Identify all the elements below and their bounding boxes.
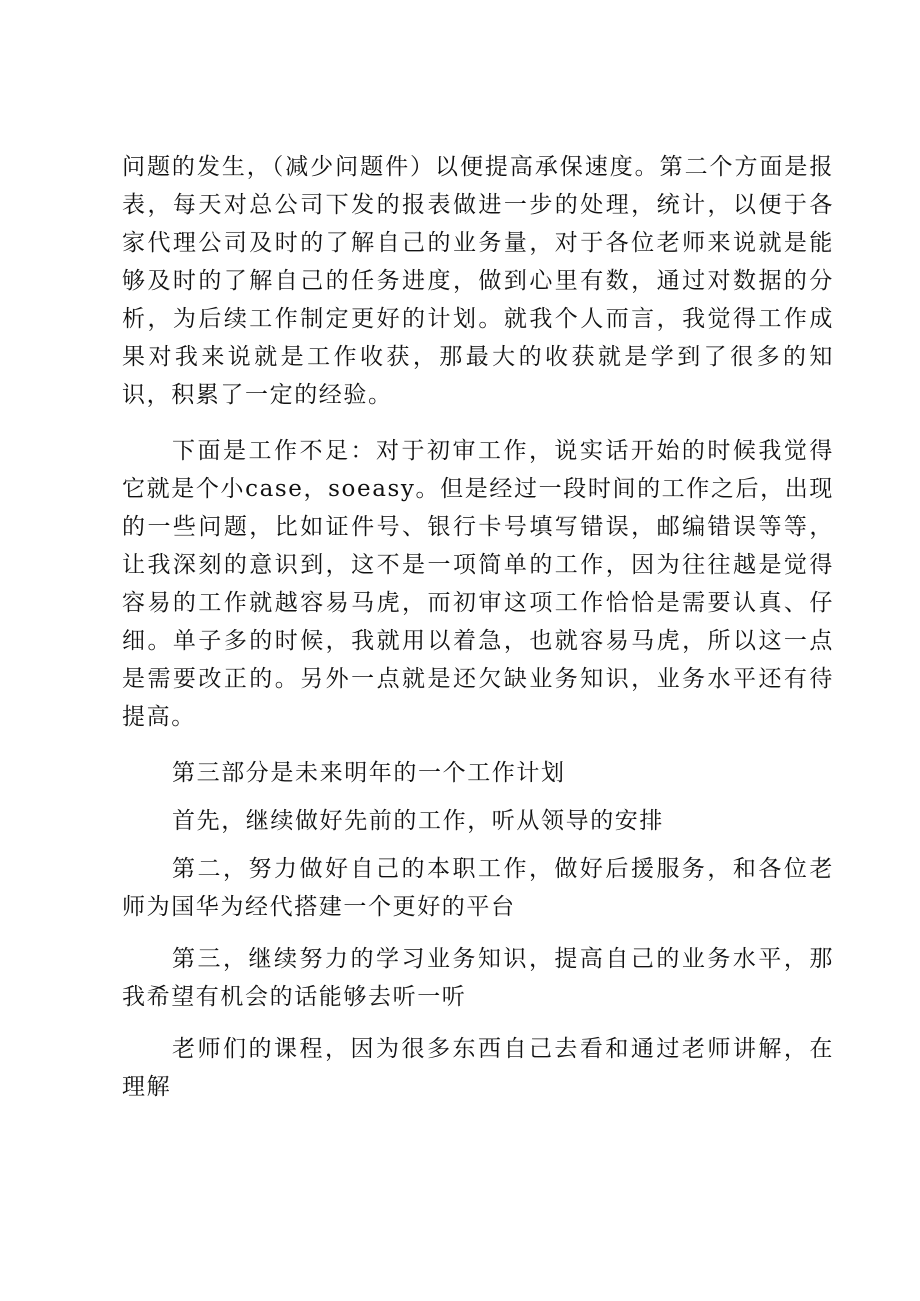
document-body [122, 148, 834, 1124]
paragraph-teacher-courses: 老师们的课程，因为很多东西自己去看和通过老师讲解，在理解 [122, 1036, 834, 1100]
paragraph-plan-first: 首先，继续做好先前的工作，听从领导的安排 [172, 808, 664, 834]
paragraph-work-results: 问题的发生，（减少问题件）以便提高承保速度。第二个方面是报表，每天对总公司下发的报表做进一步的处理，统计，以便于各家代理公司及时的了解自己的业务量，对于各位老师来说就是能够及时的了解自己的任务进度，做到心里有数，通过对数据的分析，为后续工作制定更好的计划。就我个人而言，我觉得工作成果对我来说就是工作收获，那最大的收获就是学到了很多的知识，积累了一定的经验。 [122, 154, 834, 408]
paragraph-work-shortcomings: 下面是工作不足：对于初审工作，说实话开始的时候我觉得它就是个小case，soeasy。但是经过一段时间的工作之后，出现的一些问题，比如证件号、银行卡号填写错误，邮编错误等等，让我深刻的意识到，这不是一项简单的工作，因为往往越是觉得容易的工作就越容易马虎，而初审这项工作恰恰是需要认真、仔细。单子多的时候，我就用以着急，也就容易马虎，所以这一点是需要改正的。另外一点就是还欠缺业务知识，业务水平还有待提高。 [122, 438, 834, 730]
paragraph-plan-second: 第二，努力做好自己的本职工作，做好后援服务，和各位老师为国华为经代搭建一个更好的平台 [122, 856, 834, 920]
paragraph-plan-third: 第三，继续努力的学习业务知识，提高自己的业务水平，那我希望有机会的话能够去听一听 [122, 946, 834, 1010]
paragraph-plan-heading: 第三部分是未来明年的一个工作计划 [172, 760, 566, 786]
